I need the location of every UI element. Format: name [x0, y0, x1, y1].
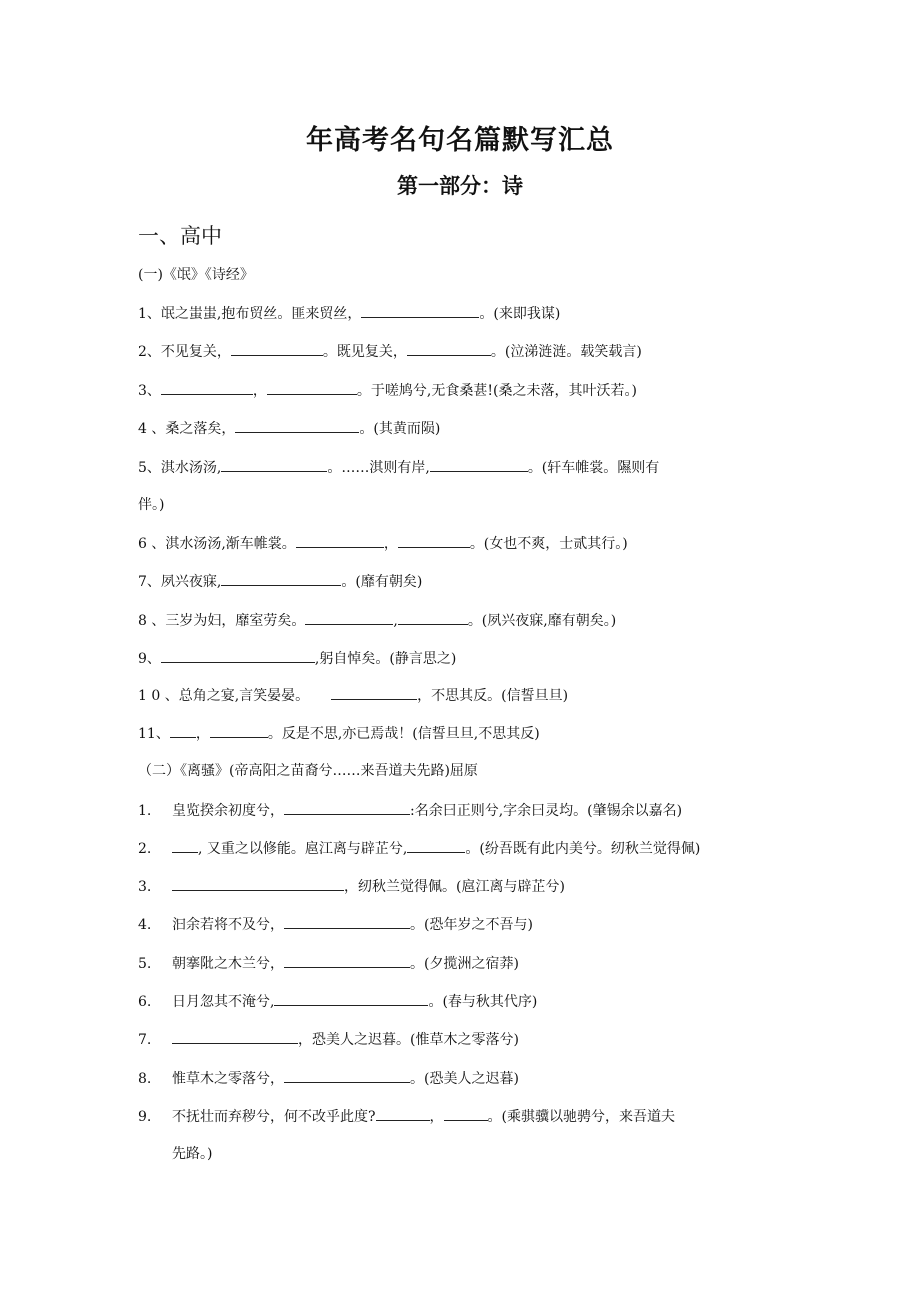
- answer-blank[interactable]: [376, 1106, 430, 1121]
- part-title: 第一部分：诗: [397, 174, 523, 198]
- list-item-continuation: 伴。): [138, 497, 165, 513]
- answer-blank[interactable]: [444, 1106, 488, 1121]
- list-item: 5、淇水汤汤, 。……淇则有岸, 。(轩车帷裳。隰则有: [138, 457, 659, 478]
- answer-blank[interactable]: [210, 723, 268, 738]
- list-item: 7、夙兴夜寐, 。(靡有朝矣): [138, 571, 422, 592]
- answer-blank[interactable]: [172, 1029, 298, 1044]
- answer-blank[interactable]: [398, 610, 468, 625]
- answer-blank[interactable]: [284, 953, 410, 968]
- list-item: 6. 日月忽其不淹兮, 。(春与秋其代序): [138, 991, 537, 1012]
- list-item: 1. 皇览揆余初度兮， :名余曰正则兮,字余曰灵均。(肇锡余以嘉名): [138, 800, 682, 821]
- list-item: 2、不见复关， 。既见复关， 。(泣涕涟涟。载笑载言): [138, 341, 642, 362]
- section-heading: 一、高中: [138, 224, 222, 248]
- list-item: 3. ，纫秋兰觉得佩。(扈江离与辟芷兮): [138, 876, 565, 897]
- answer-blank[interactable]: [407, 341, 491, 356]
- answer-blank[interactable]: [235, 418, 359, 433]
- list-item: 3、 ， 。于嗟鸠兮,无食桑葚!(桑之未落，其叶沃若。): [138, 380, 637, 401]
- answer-blank[interactable]: [161, 648, 315, 663]
- list-item: 2. , 又重之以修能。扈江离与辟芷兮, 。(纷吾既有此内美兮。纫秋兰觉得佩): [138, 838, 700, 859]
- answer-blank[interactable]: [221, 457, 327, 472]
- answer-blank[interactable]: [161, 380, 253, 395]
- answer-blank[interactable]: [284, 1068, 410, 1083]
- list-item: 9. 不抚壮而弃秽兮，何不改乎此度? ， 。(乘骐骥以驰骋兮，来吾道夫: [138, 1106, 675, 1127]
- answer-blank[interactable]: [331, 685, 417, 700]
- answer-blank[interactable]: [172, 876, 344, 891]
- list-item: 1、氓之蚩蚩,抱布贸丝。匪来贸丝， 。(来即我谋): [138, 303, 560, 324]
- answer-blank[interactable]: [361, 303, 479, 318]
- document-title: 年高考名句名篇默写汇总: [306, 125, 614, 156]
- answer-blank[interactable]: [172, 838, 198, 853]
- subsection-heading-shijing: (一)《氓》《诗经》: [138, 267, 254, 283]
- answer-blank[interactable]: [296, 533, 384, 548]
- subsection-heading-lisao: （二）《离骚》(帝高阳之苗裔兮……来吾道夫先路)屈原: [138, 763, 478, 779]
- answer-blank[interactable]: [284, 800, 410, 815]
- list-item: 6 、淇水汤汤,渐车帷裳。 ， 。(女也不爽，士贰其行。): [138, 533, 628, 554]
- answer-blank[interactable]: [274, 991, 428, 1006]
- answer-blank[interactable]: [305, 610, 393, 625]
- answer-blank[interactable]: [284, 914, 410, 929]
- list-item: 5. 朝搴阰之木兰兮， 。(夕揽洲之宿莽): [138, 953, 519, 974]
- list-item: 8. 惟草木之零落兮， 。(恐美人之迟暮): [138, 1068, 519, 1089]
- answer-blank[interactable]: [170, 723, 196, 738]
- list-item: 7. ，恐美人之迟暮。(惟草木之零落兮): [138, 1029, 519, 1050]
- list-item: 4. 汩余若将不及兮， 。(恐年岁之不吾与): [138, 914, 533, 935]
- list-item: 1 0 、总角之宴,言笑晏晏。 ，不思其反。(信誓旦旦): [138, 685, 568, 706]
- list-item: 4 、桑之落矣， 。(其黄而陨): [138, 418, 440, 439]
- answer-blank[interactable]: [398, 533, 470, 548]
- list-item-continuation: 先路。): [172, 1146, 213, 1162]
- list-item: 9、 ,躬自悼矣。(静言思之): [138, 648, 456, 669]
- answer-blank[interactable]: [221, 571, 341, 586]
- list-item: 11、 ， 。反是不思,亦已焉哉！(信誓旦旦,不思其反): [138, 723, 540, 744]
- answer-blank[interactable]: [231, 341, 323, 356]
- answer-blank[interactable]: [430, 457, 528, 472]
- answer-blank[interactable]: [267, 380, 357, 395]
- list-item: 8 、三岁为妇，靡室劳矣。 , 。(夙兴夜寐,靡有朝矣。): [138, 610, 616, 631]
- answer-blank[interactable]: [407, 838, 465, 853]
